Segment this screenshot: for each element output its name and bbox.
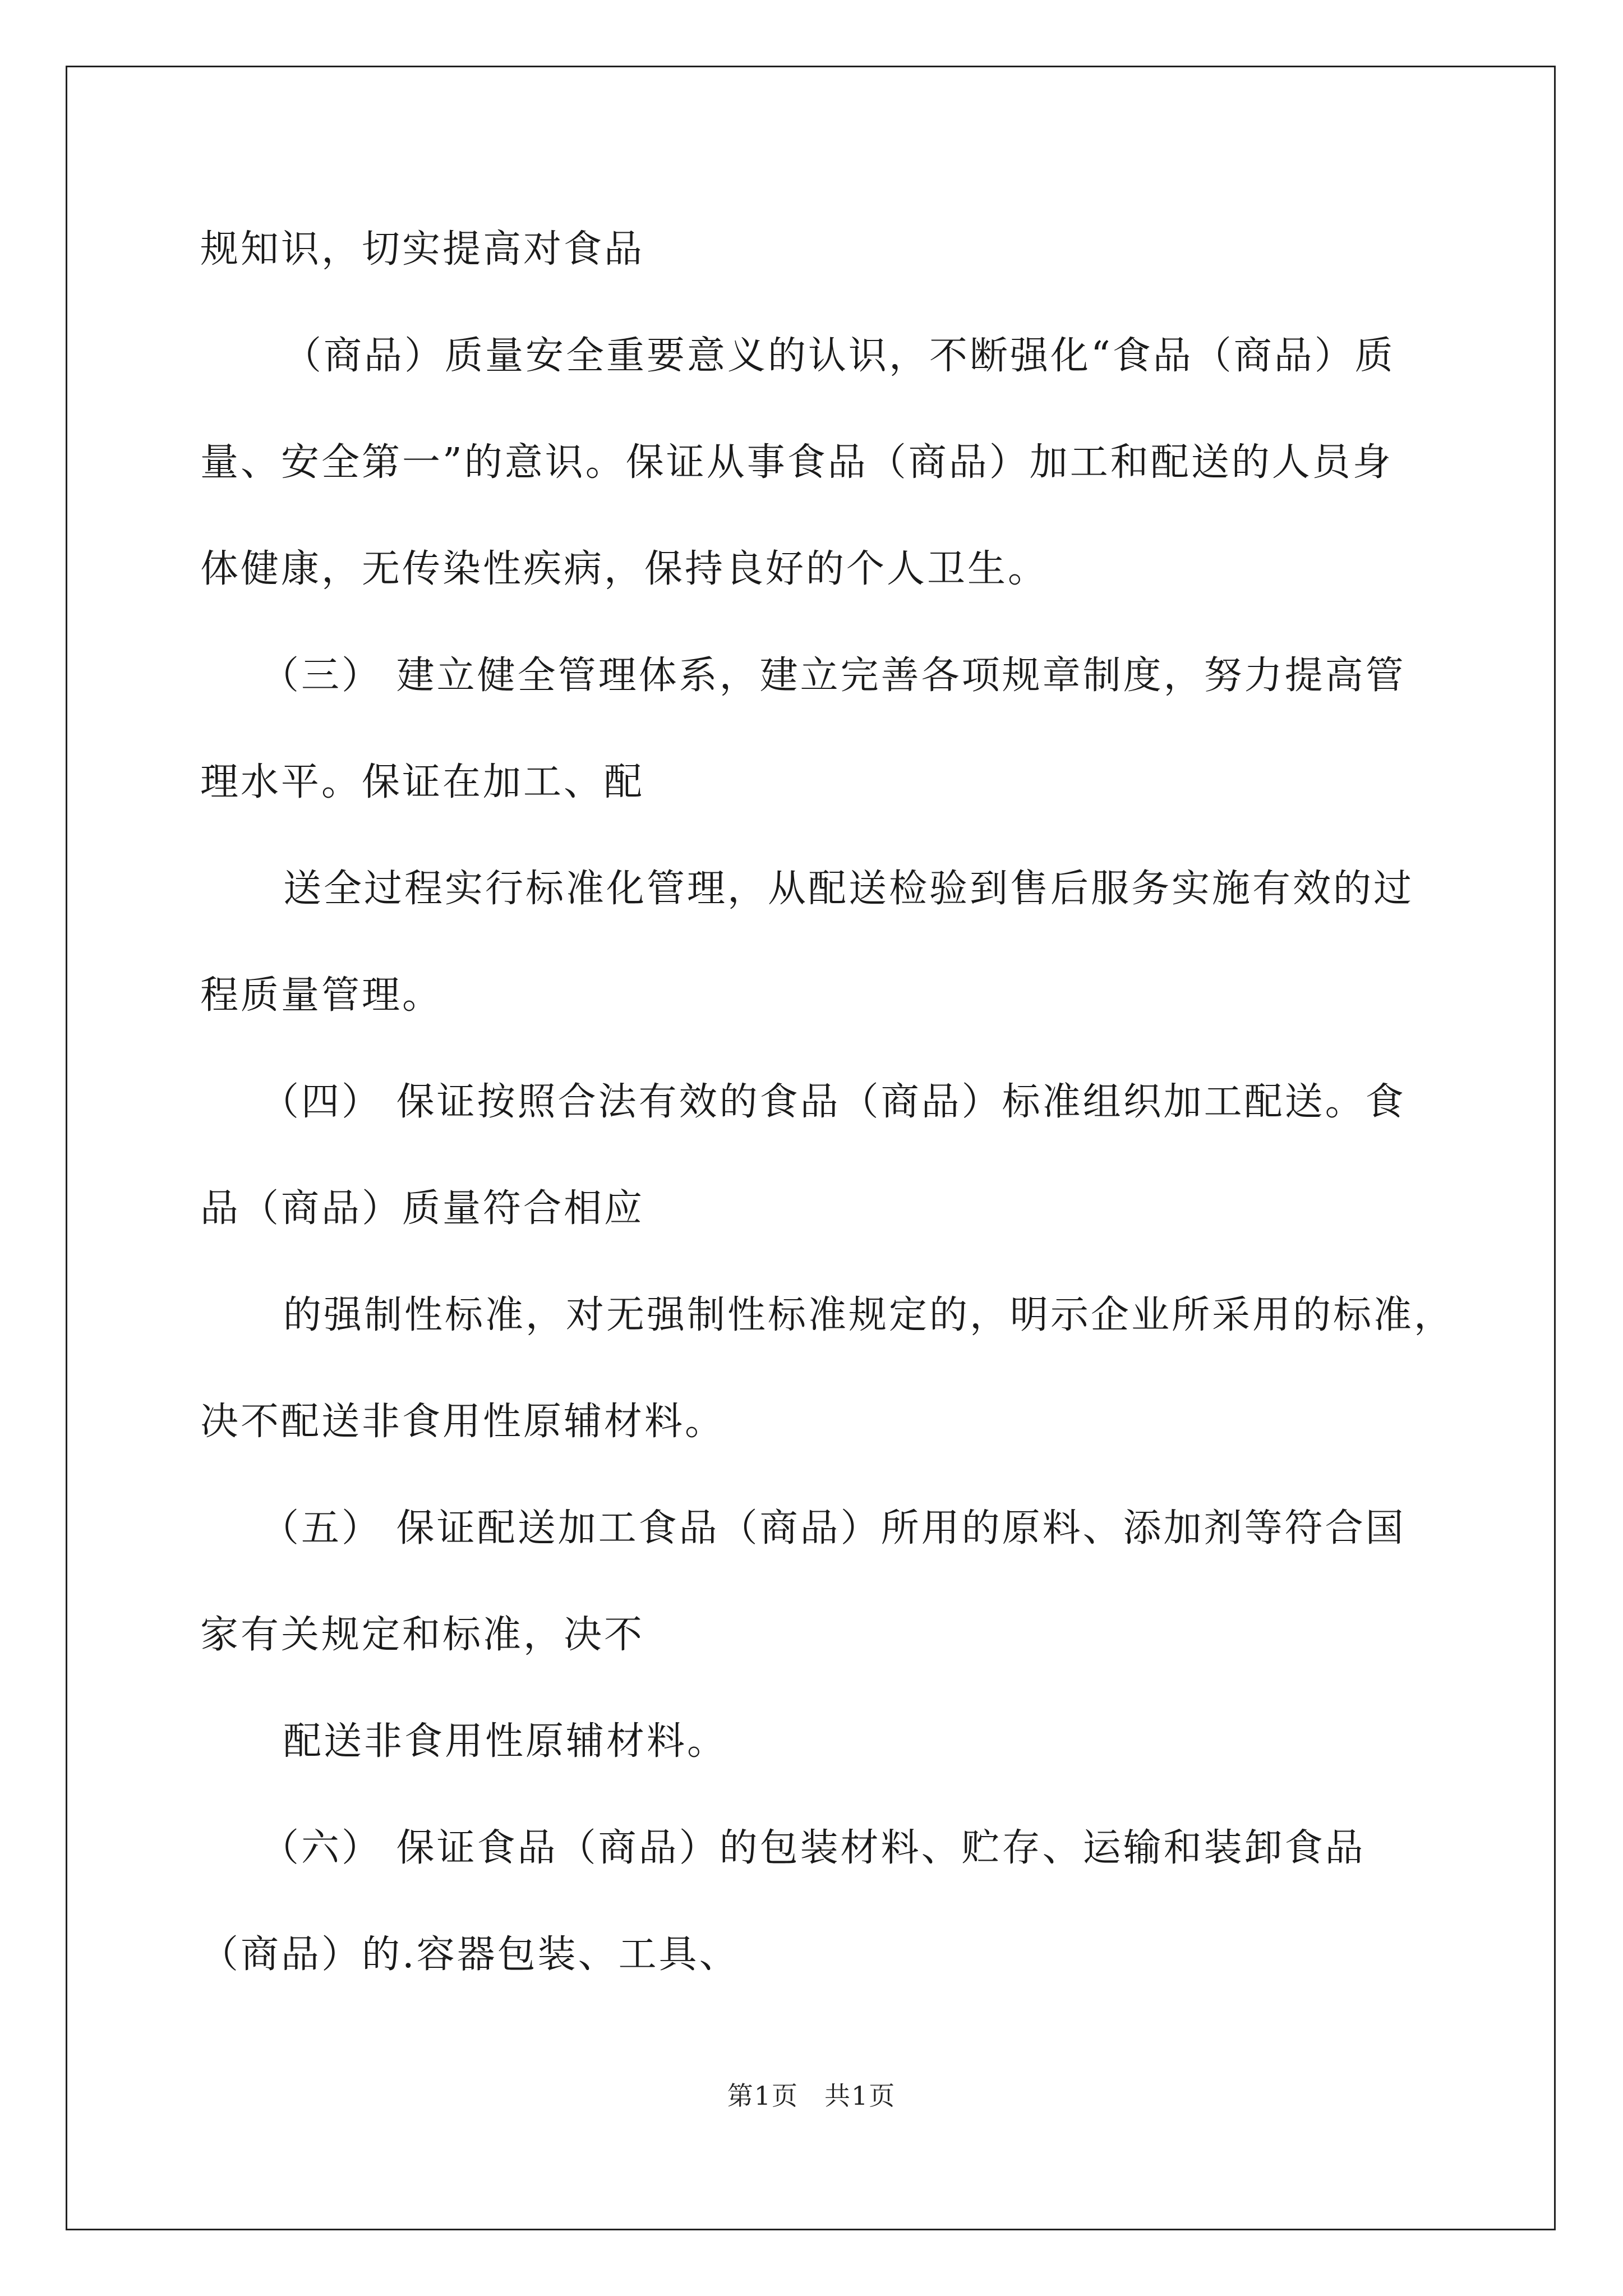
page-footer xyxy=(0,2076,1623,2113)
text-line: 程质量管理。 xyxy=(200,973,443,1018)
text-line: （商品）质量安全重要意义的认识，不断强化“食品（商品）质 xyxy=(283,334,1395,378)
text-line: 家有关规定和标准，决不 xyxy=(200,1613,645,1657)
text-line: （三） 建立健全管理体系，建立完善各项规章制度，努力提高管 xyxy=(261,654,1406,698)
text-line: （五） 保证配送加工食品（商品）所用的原料、添加剂等符合国 xyxy=(261,1506,1406,1550)
text-line: 配送非食用性原辅材料。 xyxy=(283,1719,728,1764)
text-line: 品（商品）质量符合相应 xyxy=(200,1186,645,1231)
text-line: 体健康，无传染性疾病，保持良好的个人卫生。 xyxy=(200,547,1049,591)
text-line: 的强制性标准，对无强制性标准规定的，明示企业所采用的标准， xyxy=(283,1293,1455,1337)
text-line: （四） 保证按照合法有效的食品（商品）标准组织加工配送。食 xyxy=(261,1080,1406,1124)
text-line: 理水平。保证在加工、配 xyxy=(200,760,645,804)
text-line: 量、安全第一”的意识。保证从事食品（商品）加工和配送的人员身 xyxy=(200,440,1393,485)
text-line: 送全过程实行标准化管理，从配送检验到售后服务实施有效的过 xyxy=(283,867,1414,911)
page-number: 第1页 xyxy=(727,2081,799,2111)
text-line: （商品）的.容器包装、工具、 xyxy=(200,1932,740,1977)
page-total: 共1页 xyxy=(824,2081,896,2111)
text-line: （六） 保证食品（商品）的包装材料、贮存、运输和装卸食品 xyxy=(261,1826,1366,1870)
text-line: 决不配送非食用性原辅材料。 xyxy=(200,1400,726,1444)
document-body xyxy=(200,222,1455,2033)
text-line: 规知识，切实提高对食品 xyxy=(200,227,645,272)
